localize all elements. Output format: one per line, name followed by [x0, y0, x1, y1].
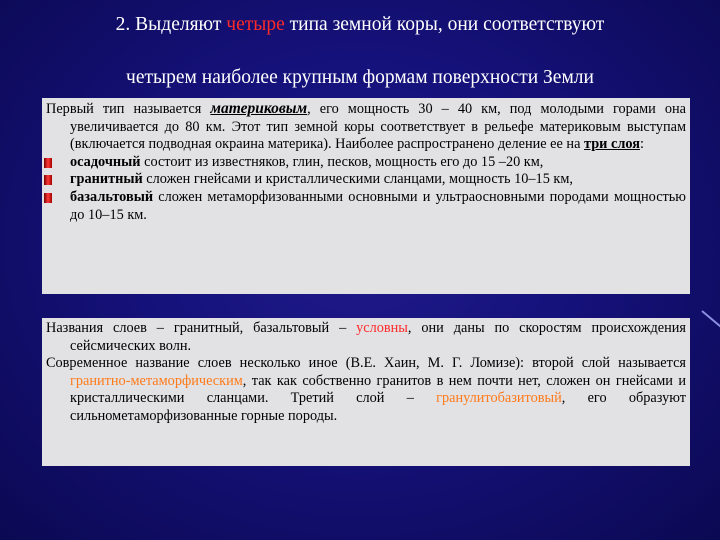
content-panel-2 [42, 318, 690, 466]
text: , его образуют сильнометаморфизованные горные породы. [70, 390, 686, 424]
bullet-marker-icon [44, 175, 52, 185]
text: , они даны по скоростям происхождения сейсмических волн. [70, 320, 686, 354]
text: сложен метаморфизованными основными и ультраосновными породами мощностью до 10–15 км. [70, 188, 686, 223]
title-highlight: четыре [226, 14, 285, 35]
title-line-2: четырем наиболее крупным формам поверхности Земли [126, 67, 594, 88]
slide-title [0, 10, 720, 92]
paragraph-modern-names [46, 355, 686, 425]
term-granulite-basite: гранулитобазитовый [436, 390, 562, 407]
content-panel-1 [42, 98, 690, 294]
bullet-marker-icon [44, 193, 52, 203]
paragraph-layer-names [46, 320, 686, 355]
term-continental: материковым [210, 100, 308, 117]
text: Первый тип называется [46, 101, 211, 117]
title-line-1 [0, 10, 720, 39]
term-sedimentary: осадочный [70, 153, 141, 170]
decorative-line [701, 310, 720, 331]
title-text: 2. Выделяют [115, 14, 227, 35]
text: сложен гнейсами и кристаллическими сланцами, мощность 10–15 км, [142, 171, 573, 188]
text: : [639, 136, 644, 153]
text: состоит из известняков, глин, песков, мощность его до 15 –20 км, [140, 153, 544, 170]
term-basalt: базальтовый [70, 188, 154, 205]
text: Названия слоев – гранитный, базальтовый – [46, 320, 357, 336]
text: Современное название слоев несколько иное (В.Е. Хаин, М. Г. Ломизе): второй слой называется [46, 355, 686, 372]
term-granite-metamorphic: гранитно-метаморфическим [70, 372, 243, 389]
bullet-marker-icon [44, 158, 52, 168]
paragraph-continental [46, 100, 686, 154]
bullet-basalt [46, 189, 686, 224]
bullet-sedimentary [46, 154, 686, 172]
text: , так как собственно гранитов в нем почти нет, сложен он гнейсами и кристаллическими сланцами. Третий слой – [70, 372, 686, 407]
text: , его мощность 30 – 40 км, под молодыми горами она увеличивается до 80 км. Этот тип земной коры соответствует в рельефе материковым выступам (включается подводная окраина материка). Наиболее распространено деление ее на [70, 101, 686, 153]
term-three-layers: три слоя [584, 136, 640, 153]
title-text: типа земной коры, они соответствуют [284, 14, 605, 35]
term-conditional: условны [356, 320, 408, 336]
bullet-granite [46, 171, 686, 189]
term-granite: гранитный [70, 171, 143, 188]
